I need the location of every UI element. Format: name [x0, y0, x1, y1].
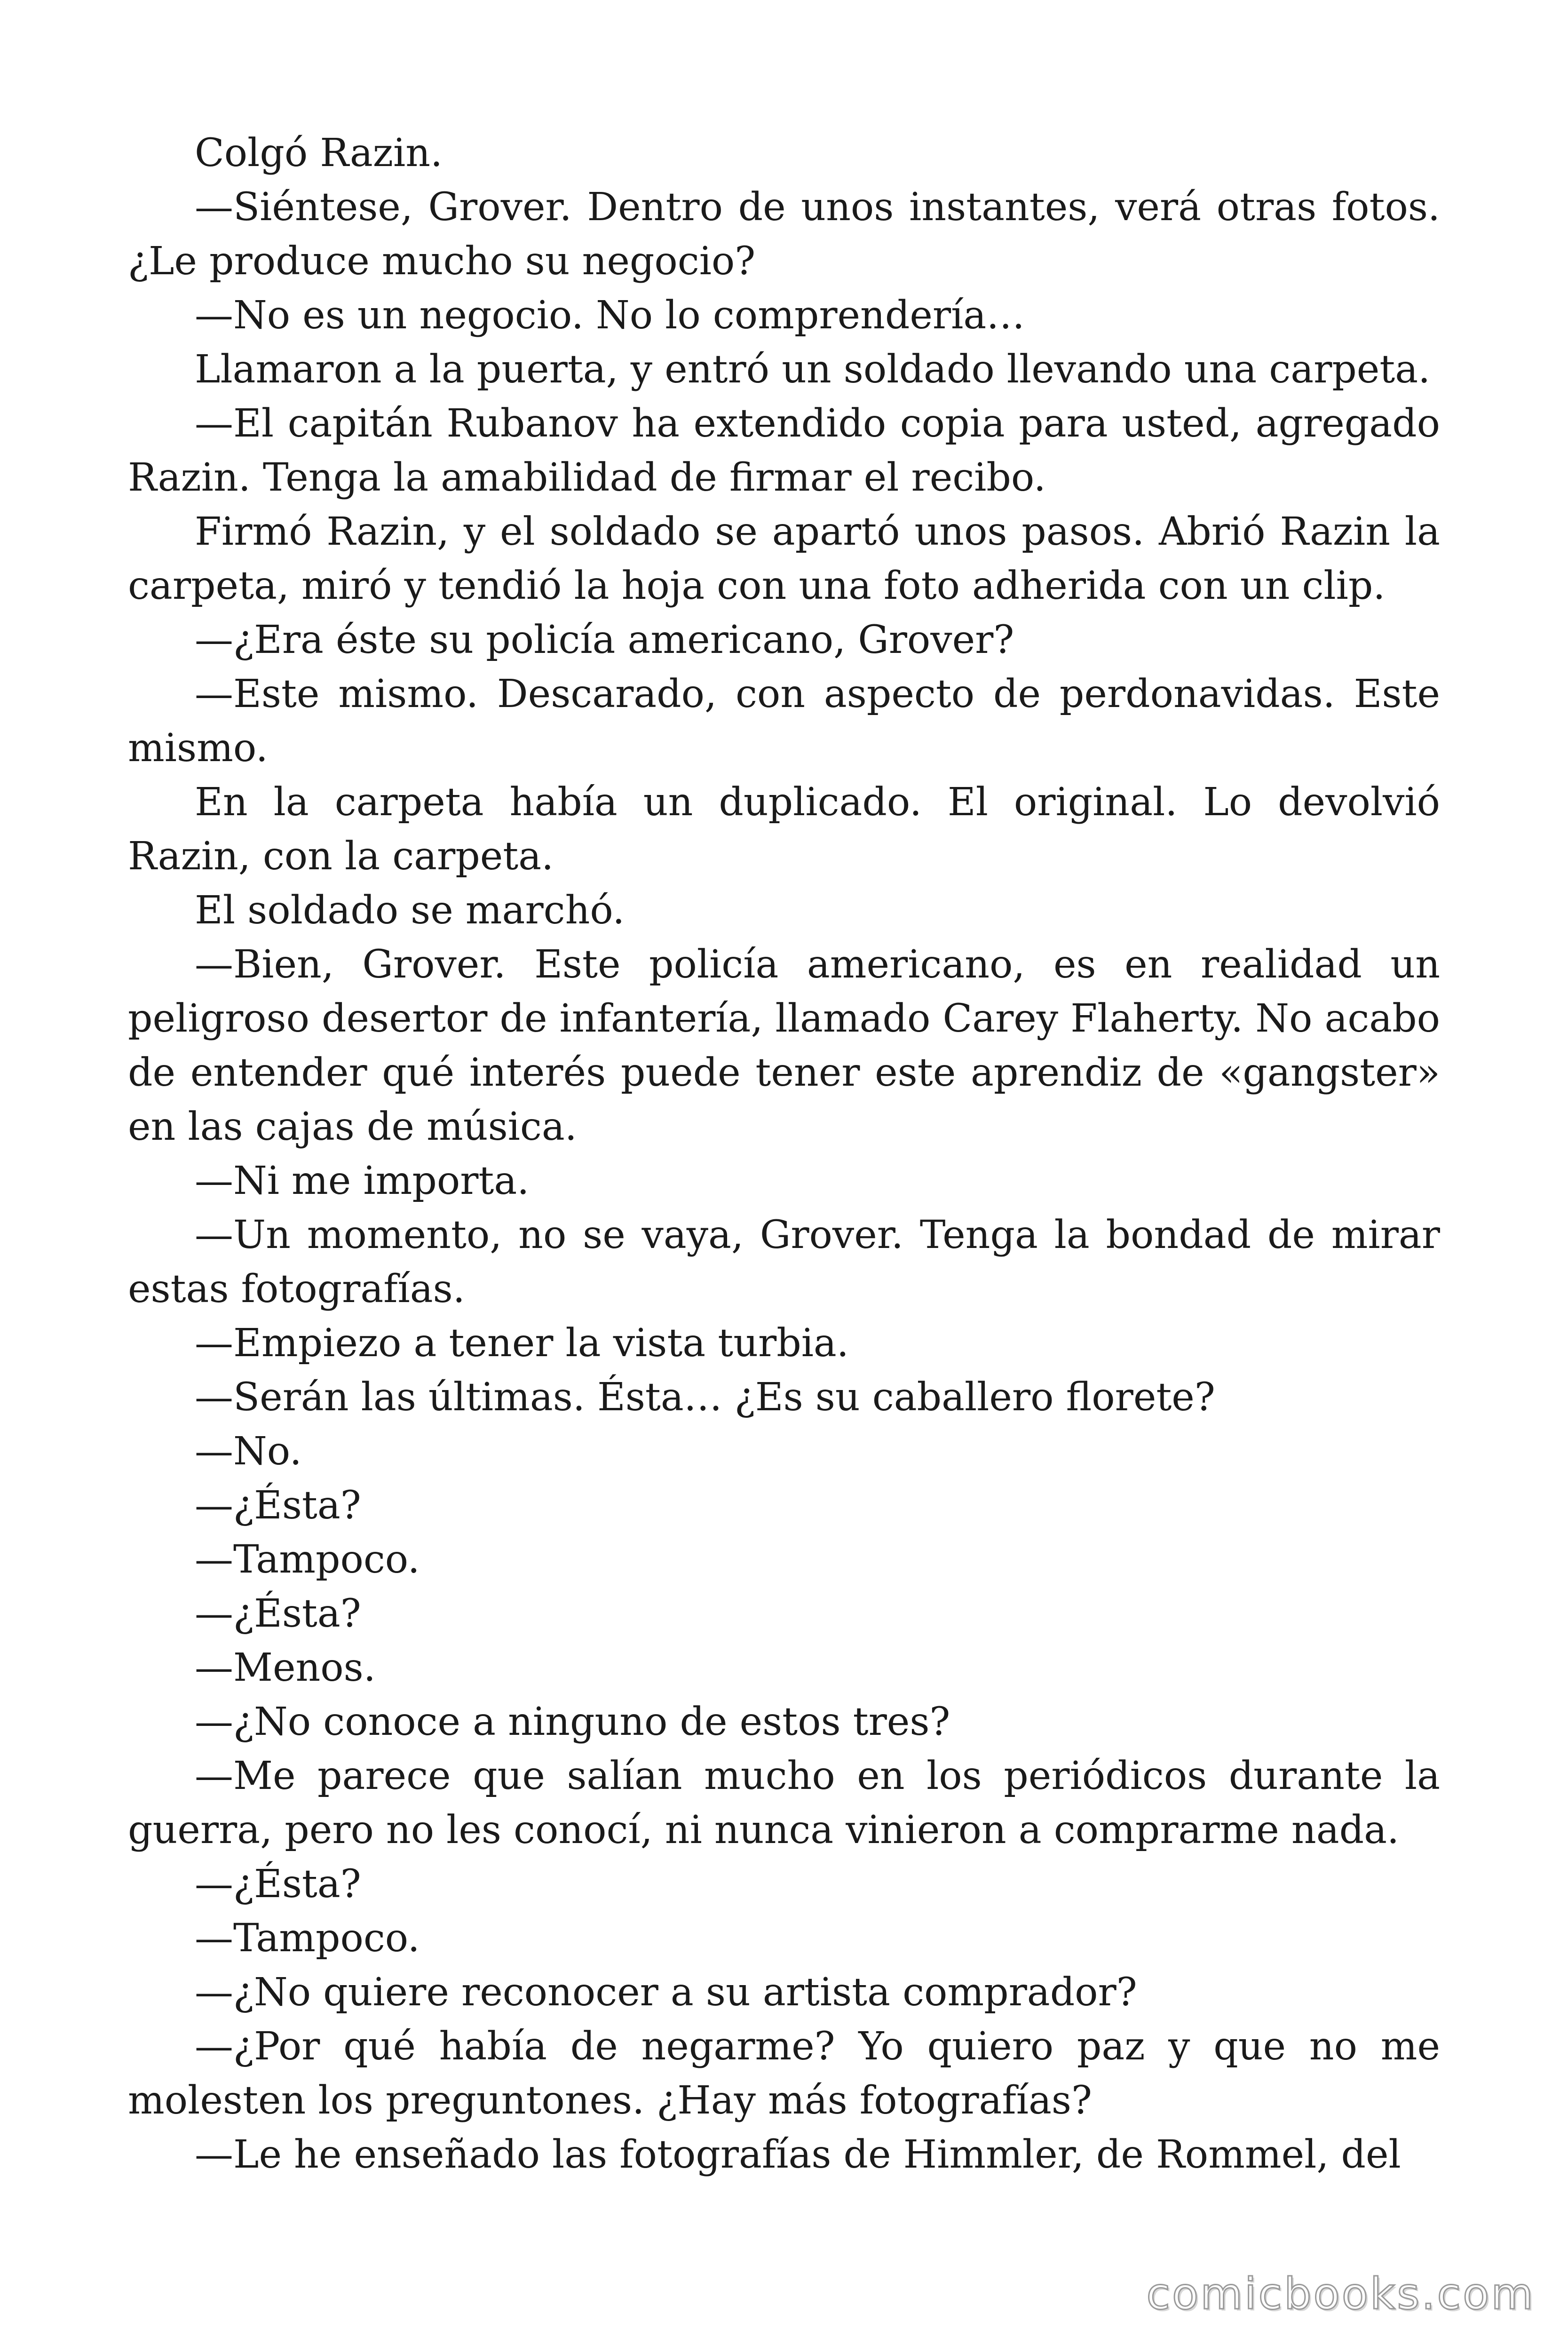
paragraph: —Bien, Grover. Este policía americano, es en realidad un peligroso desertor de infantería, llamado Carey Flaherty. No acabo de entender qué interés puede tener este aprendiz de «gangster» en las cajas de música. — [128, 942, 1441, 1149]
paragraph: —Siéntese, Grover. Dentro de unos instantes, verá otras fotos. ¿Le produce mucho su negocio? — [128, 185, 1440, 284]
paragraph: —Tampoco. — [195, 1537, 420, 1582]
paragraph: —¿Era éste su policía americano, Grover? — [195, 618, 1014, 662]
paragraph: —Tampoco. — [195, 1916, 420, 1961]
paragraph: —¿Ésta? — [195, 1862, 361, 1907]
paragraph: —¿No conoce a ninguno de estos tres? — [195, 1700, 950, 1744]
paragraph: —¿No quiere reconocer a su artista comprador? — [195, 1970, 1137, 2015]
paragraph: Firmó Razin, y el soldado se apartó unos pasos. Abrió Razin la carpeta, miró y tendió la hoja con una foto adherida con un clip. — [128, 509, 1440, 608]
paragraph: —Un momento, no se vaya, Grover. Tenga la bondad de mirar estas fotografías. — [128, 1213, 1440, 1311]
paragraph: —Menos. — [195, 1645, 376, 1690]
paragraph: —Serán las últimas. Ésta… ¿Es su caballero florete? — [195, 1375, 1215, 1420]
paragraph: —No. — [195, 1429, 302, 1474]
paragraph: —¿Por qué había de negarme? Yo quiero paz y que no me molesten los preguntones. ¿Hay más fotografías? — [128, 2024, 1440, 2123]
paragraph: Colgó Razin. — [195, 131, 443, 175]
paragraph: —¿Ésta? — [195, 1483, 361, 1528]
paragraph: —Me parece que salían mucho en los periódicos durante la guerra, pero no les conocí, ni nunca vinieron a comprarme nada. — [128, 1754, 1440, 1852]
paragraph: —Este mismo. Descarado, con aspecto de perdonavidas. Este mismo. — [128, 672, 1440, 771]
paragraph: Llamaron a la puerta, y entró un soldado llevando una carpeta. — [195, 347, 1431, 392]
paragraph: El soldado se marchó. — [195, 888, 625, 933]
page-text-block — [128, 126, 1440, 2182]
paragraph: —Empiezo a tener la vista turbia. — [195, 1321, 849, 1366]
paragraph: —¿Ésta? — [195, 1591, 361, 1636]
site-watermark: comicbooks.com — [1146, 2269, 1535, 2319]
paragraph: En la carpeta había un duplicado. El original. Lo devolvió Razin, con la carpeta. — [128, 780, 1440, 879]
paragraph: —Ni me importa. — [195, 1159, 530, 1203]
paragraph: —No es un negocio. No lo comprendería… — [195, 293, 1025, 338]
paragraph: —Le he enseñado las fotografías de Himmler, de Rommel, del — [195, 2132, 1401, 2177]
paragraph: —El capitán Rubanov ha extendido copia para usted, agregado Razin. Tenga la amabilidad de firmar el recibo. — [128, 401, 1440, 500]
